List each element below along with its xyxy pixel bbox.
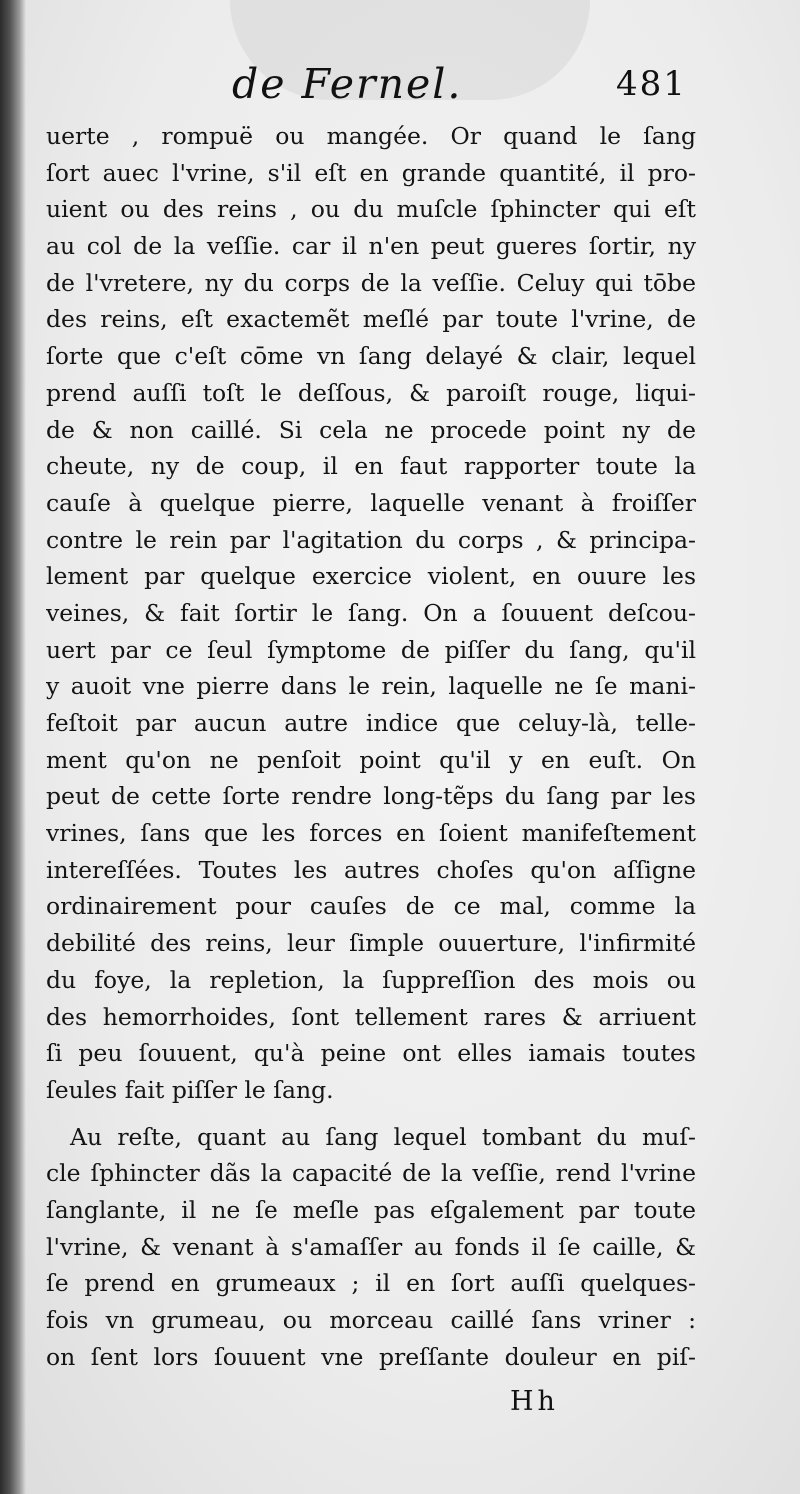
body-text	[46, 118, 696, 1375]
text-line: au col de la veſſie. car il n'en peut gueres ſortir, ny	[46, 232, 696, 261]
text-line: ment qu'on ne penſoit point qu'il y en euſt. On	[46, 745, 696, 774]
text-line: ſorte que c'eſt cōme vn ſang delayé & clair, lequel	[46, 342, 696, 371]
text-line: ordinairement pour cauſes de ce mal, comme la	[46, 892, 696, 921]
binding-gutter	[0, 0, 26, 1494]
text-line: ſort auec l'vrine, s'il eſt en grande quantité, il pro-	[46, 158, 696, 187]
text-line: de l'vretere, ny du corps de la veſſie. Celuy qui tōbe	[46, 268, 696, 297]
text-line: peut de cette ſorte rendre long-tẽps du ſang par les	[46, 782, 696, 811]
text-line: Au reſte, quant au ſang lequel tombant du muſ-	[70, 1122, 696, 1151]
paragraph-gap	[46, 1109, 696, 1119]
text-line: prend auſſi toſt le deſſous, & paroiſt rouge, liqui-	[46, 378, 696, 407]
text-line: fois vn grumeau, ou morceau caillé ſans vriner :	[46, 1306, 696, 1334]
text-line: intereſſées. Toutes les autres choſes qu'on aſſigne	[46, 855, 696, 884]
text-line: veines, & fait ſortir le ſang. On a ſouuent deſcou-	[46, 598, 696, 627]
text-line: cle ſphincter dãs la capacité de la veſſie, rend l'vrine	[46, 1159, 696, 1188]
text-line: on ſent lors ſouuent vne preſſante douleur en piſ-	[46, 1342, 696, 1371]
signature-mark: Hh	[510, 1386, 559, 1417]
text-line: contre le rein par l'agitation du corps , & principa-	[46, 525, 696, 554]
text-line: uient ou des reins , ou du muſcle ſphincter qui eſt	[46, 195, 696, 224]
page-header	[0, 56, 800, 116]
text-line: du foye, la repletion, la ſuppreſſion des mois ou	[46, 965, 696, 994]
text-line: ſe prend en grumeaux ; il en ſort auſſi quelques-	[46, 1269, 696, 1298]
text-line: vrines, ſans que les forces en ſoient manifeſtement	[46, 819, 696, 848]
paragraph-2	[46, 1119, 696, 1376]
text-line: cauſe à quelque pierre, laquelle venant à froiſſer	[46, 488, 696, 517]
text-line: uert par ce ſeul ſymptome de piſſer du ſang, qu'il	[46, 635, 696, 664]
text-line: feſtoit par aucun autre indice que celuy-là, telle-	[46, 709, 696, 737]
text-line: uerte , rompuë ou mangée. Or quand le ſang	[46, 122, 696, 150]
text-line: l'vrine, & venant à s'amaſſer au fonds il ſe caille, &	[46, 1232, 696, 1261]
paragraph-1	[46, 118, 696, 1109]
text-line: y auoit vne pierre dans le rein, laquelle ne ſe mani-	[46, 672, 696, 701]
text-line: ſeules fait piſſer le ſang.	[46, 1075, 334, 1104]
text-line: de & non caillé. Si cela ne procede point ny de	[46, 415, 696, 444]
text-line: lement par quelque exercice violent, en ouure les	[46, 562, 696, 591]
page-number: 481	[616, 64, 687, 104]
text-line: ſi peu ſouuent, qu'à peine ont elles iamais toutes	[46, 1039, 696, 1068]
text-line: ſanglante, il ne ſe meſle pas eſgalement par toute	[46, 1195, 696, 1224]
text-line: debilité des reins, leur ſimple ouuerture, l'infirmité	[46, 929, 696, 958]
text-line: cheute, ny de coup, il en faut rapporter toute la	[46, 452, 696, 481]
text-line: des reins, eſt exactemẽt meſlé par toute l'vrine, de	[46, 305, 696, 334]
running-title: de Fernel.	[232, 60, 463, 108]
text-line: des hemorrhoides, ſont tellement rares & arriuent	[46, 1002, 696, 1031]
